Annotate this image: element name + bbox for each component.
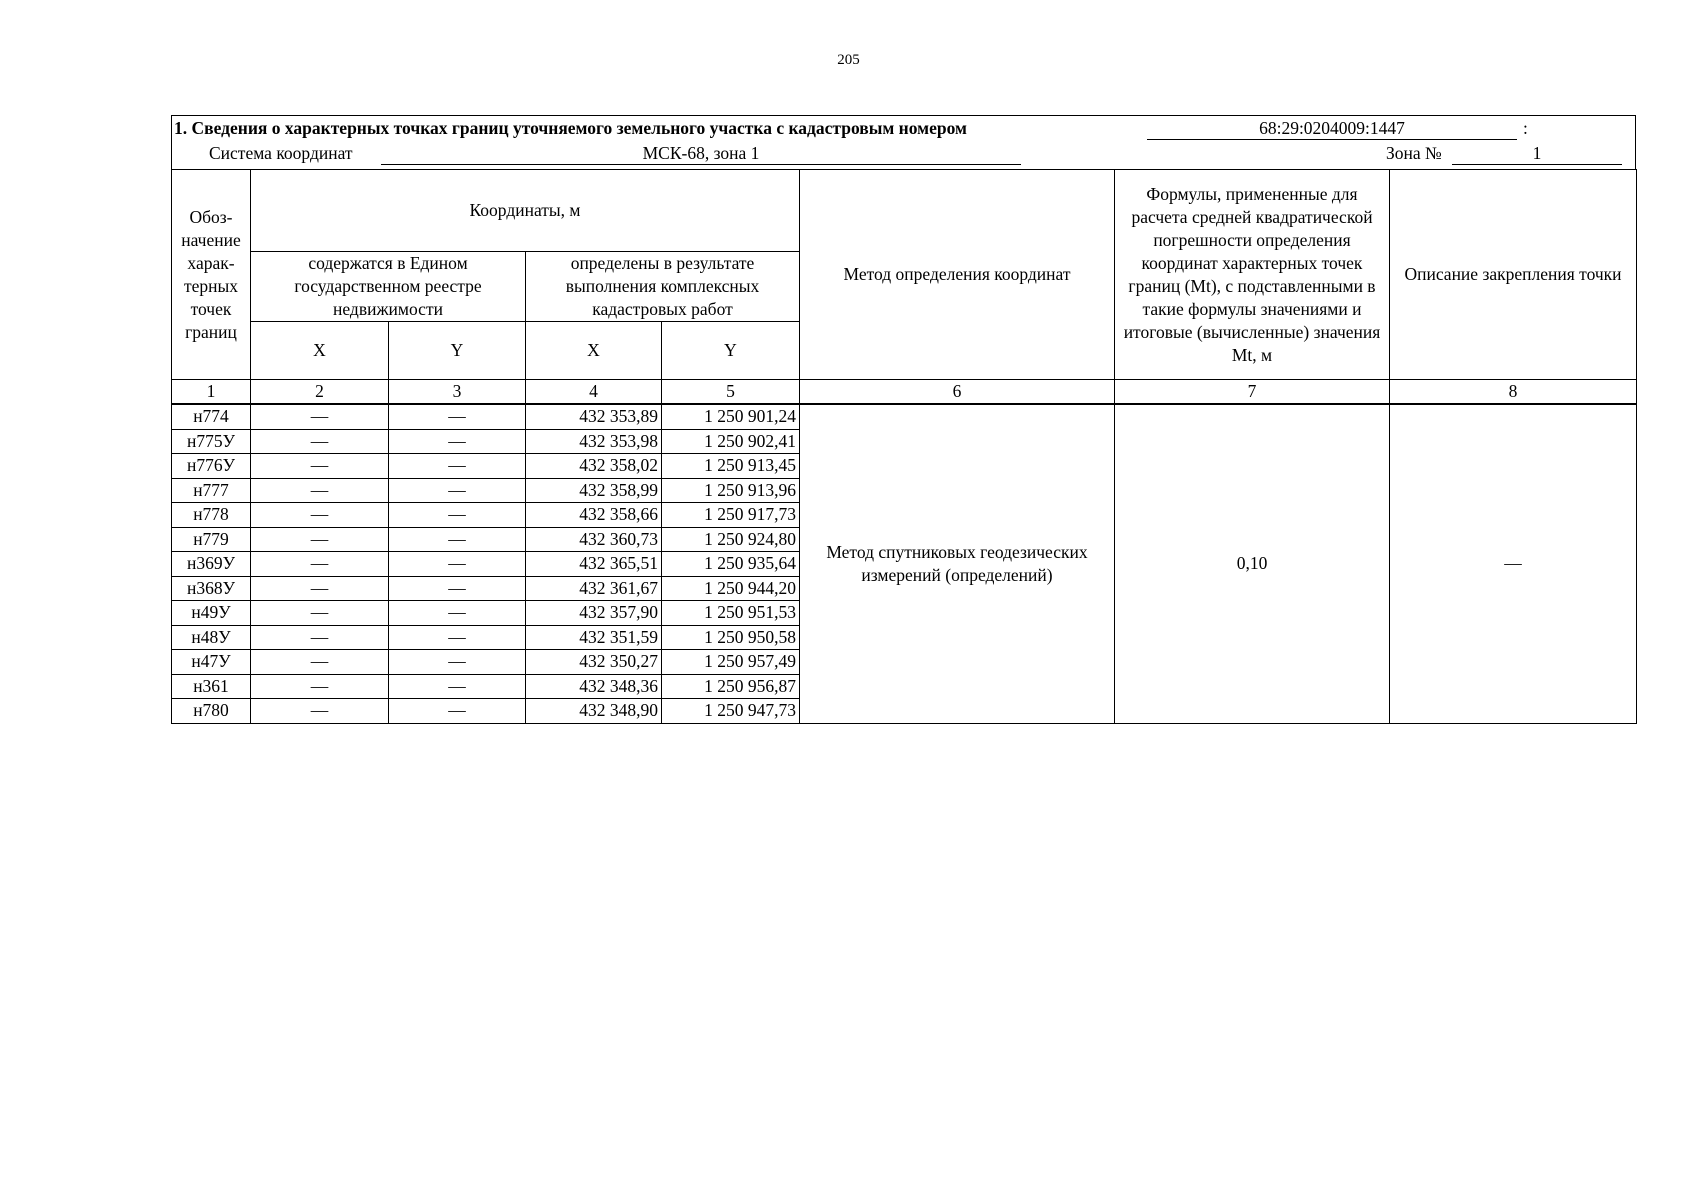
point-id-cell: н47У [172, 650, 251, 675]
complex-x-cell: 432 358,66 [526, 503, 662, 528]
point-id-cell: н777 [172, 478, 251, 503]
egrn-y-cell: — [389, 650, 526, 675]
complex-x-cell: 432 353,89 [526, 404, 662, 429]
egrn-x-cell: — [251, 625, 389, 650]
point-id-cell: н780 [172, 699, 251, 724]
egrn-x-cell: — [251, 650, 389, 675]
egrn-x-cell: — [251, 552, 389, 577]
section-header [171, 115, 1636, 169]
complex-y-cell: 1 250 913,96 [662, 478, 800, 503]
coord-system-value: МСК-68, зона 1 [381, 143, 1021, 165]
point-id-cell: н369У [172, 552, 251, 577]
complex-x-cell: 432 358,02 [526, 454, 662, 479]
complex-x-cell: 432 360,73 [526, 527, 662, 552]
egrn-y-cell: — [389, 601, 526, 626]
column-number: 3 [389, 380, 526, 405]
method-cell: Метод спутниковых геодезических измерений (определений) [800, 404, 1115, 723]
complex-y-cell: 1 250 956,87 [662, 674, 800, 699]
complex-y-cell: 1 250 902,41 [662, 429, 800, 454]
zone-value: 1 [1452, 143, 1622, 165]
egrn-y-cell: — [389, 454, 526, 479]
point-id-cell: н361 [172, 674, 251, 699]
complex-y-cell: 1 250 917,73 [662, 503, 800, 528]
complex-y-cell: 1 250 951,53 [662, 601, 800, 626]
complex-x-cell: 432 361,67 [526, 576, 662, 601]
complex-y-cell: 1 250 924,80 [662, 527, 800, 552]
header-complex-works: определены в результате выполнения комплексных кадастровых работ [526, 252, 800, 322]
complex-x-cell: 432 365,51 [526, 552, 662, 577]
complex-y-cell: 1 250 947,73 [662, 699, 800, 724]
egrn-x-cell: — [251, 429, 389, 454]
complex-x-cell: 432 351,59 [526, 625, 662, 650]
point-id-cell: н778 [172, 503, 251, 528]
table-row [172, 404, 1637, 429]
cadastral-number: 68:29:0204009:1447 [1147, 118, 1517, 140]
egrn-y-cell: — [389, 552, 526, 577]
point-id-cell: н48У [172, 625, 251, 650]
egrn-y-cell: — [389, 674, 526, 699]
complex-x-cell: 432 350,27 [526, 650, 662, 675]
column-number: 7 [1115, 380, 1390, 405]
egrn-y-cell: — [389, 527, 526, 552]
complex-x-cell: 432 348,36 [526, 674, 662, 699]
header-method: Метод определения координат [800, 170, 1115, 380]
header-designation: Обоз-начение харак-терных точек границ [172, 170, 251, 380]
header-x-egrn: X [251, 322, 389, 380]
column-number: 6 [800, 380, 1115, 405]
description-cell: — [1390, 404, 1637, 723]
points-table-body [172, 404, 1637, 723]
complex-x-cell: 432 358,99 [526, 478, 662, 503]
column-number: 1 [172, 380, 251, 405]
egrn-x-cell: — [251, 503, 389, 528]
page-number: 205 [837, 52, 860, 68]
boundary-points-table [171, 169, 1637, 724]
complex-y-cell: 1 250 901,24 [662, 404, 800, 429]
point-id-cell: н779 [172, 527, 251, 552]
egrn-x-cell: — [251, 454, 389, 479]
complex-y-cell: 1 250 950,58 [662, 625, 800, 650]
section-title: 1. Сведения о характерных точках границ уточняемого земельного участка с кадастровым номером [174, 118, 967, 138]
column-numbers-row [172, 380, 1637, 405]
column-number: 4 [526, 380, 662, 405]
header-y-complex: Y [662, 322, 800, 380]
header-egrn: содержатся в Едином государственном реестре недвижимости [251, 252, 526, 322]
complex-y-cell: 1 250 957,49 [662, 650, 800, 675]
complex-y-cell: 1 250 944,20 [662, 576, 800, 601]
egrn-y-cell: — [389, 576, 526, 601]
egrn-x-cell: — [251, 404, 389, 429]
point-id-cell: н774 [172, 404, 251, 429]
egrn-x-cell: — [251, 527, 389, 552]
egrn-y-cell: — [389, 429, 526, 454]
complex-y-cell: 1 250 913,45 [662, 454, 800, 479]
point-id-cell: н775У [172, 429, 251, 454]
egrn-x-cell: — [251, 576, 389, 601]
egrn-x-cell: — [251, 674, 389, 699]
egrn-y-cell: — [389, 478, 526, 503]
header-description: Описание закрепления точки [1390, 170, 1637, 380]
column-number: 5 [662, 380, 800, 405]
complex-y-cell: 1 250 935,64 [662, 552, 800, 577]
point-id-cell: н776У [172, 454, 251, 479]
header-coordinates: Координаты, м [251, 170, 800, 252]
zone-label: Зона № [1386, 143, 1442, 163]
complex-x-cell: 432 353,98 [526, 429, 662, 454]
header-formulas: Формулы, примененные для расчета средней квадратической погрешности определения координат характерных точек границ (Mt), с подставленными в такие формулы значениями и итоговые (вычисленные) значения Mt, м [1115, 170, 1390, 380]
egrn-x-cell: — [251, 478, 389, 503]
header-x-complex: X [526, 322, 662, 380]
column-number: 8 [1390, 380, 1637, 405]
egrn-x-cell: — [251, 601, 389, 626]
point-id-cell: н49У [172, 601, 251, 626]
complex-x-cell: 432 348,90 [526, 699, 662, 724]
egrn-y-cell: — [389, 503, 526, 528]
cadastral-points-document [171, 115, 1636, 724]
header-y-egrn: Y [389, 322, 526, 380]
egrn-y-cell: — [389, 625, 526, 650]
coord-system-label: Система координат [209, 143, 353, 163]
mt-value-cell: 0,10 [1115, 404, 1390, 723]
egrn-y-cell: — [389, 699, 526, 724]
egrn-x-cell: — [251, 699, 389, 724]
title-colon: : [1523, 118, 1528, 138]
egrn-y-cell: — [389, 404, 526, 429]
complex-x-cell: 432 357,90 [526, 601, 662, 626]
point-id-cell: н368У [172, 576, 251, 601]
column-number: 2 [251, 380, 389, 405]
